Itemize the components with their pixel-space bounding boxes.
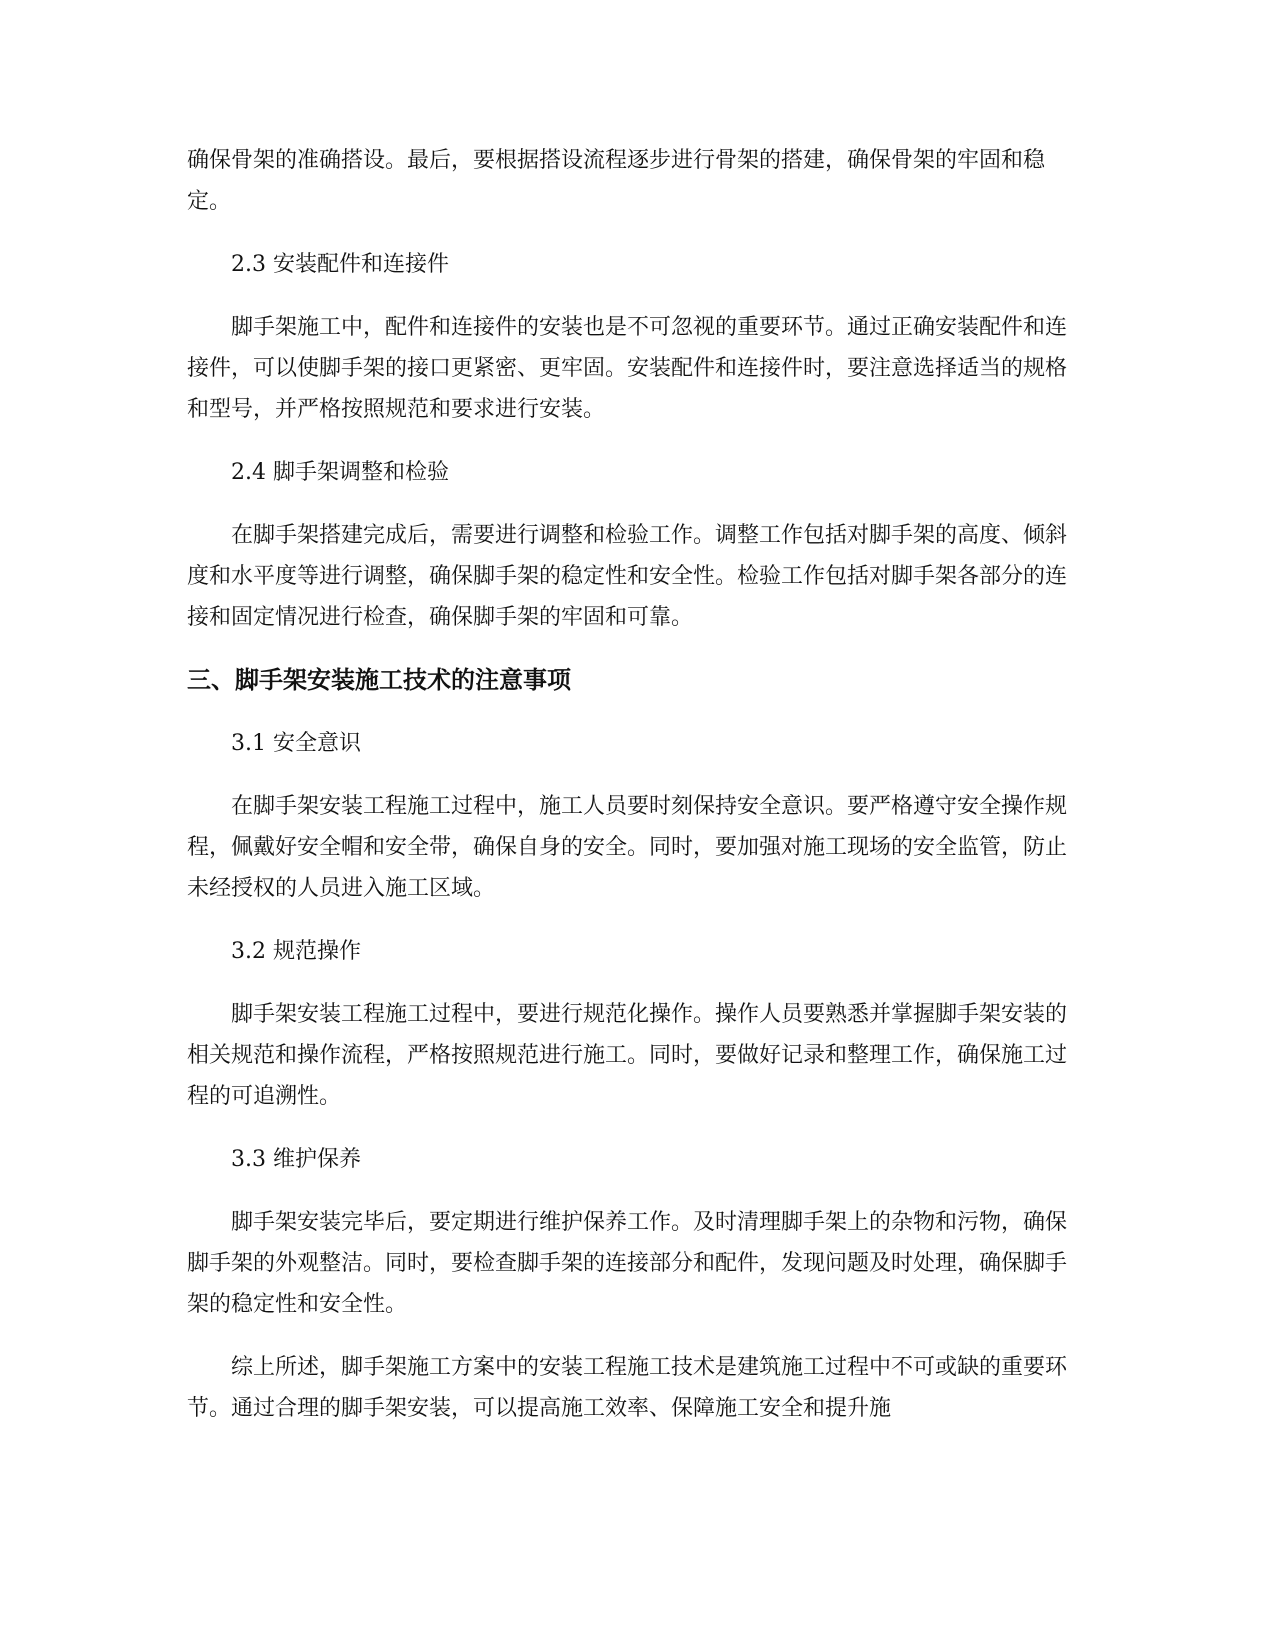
paragraph-2-4: 在脚手架搭建完成后，需要进行调整和检验工作。调整工作包括对脚手架的高度、倾斜度和水平度等进行调整，确保脚手架的稳定性和安全性。检验工作包括对脚手架各部分的连接和固定情况进行检查，确保脚手架的牢固和可靠。 — [187, 523, 1068, 630]
subheading-2-4: 2.4 脚手架调整和检验 — [231, 460, 449, 485]
document-body — [187, 140, 1087, 1451]
paragraph-3-2: 脚手架安装工程施工过程中，要进行规范化操作。操作人员要熟悉并掌握脚手架安装的相关规范和操作流程，严格按照规范进行施工。同时，要做好记录和整理工作，确保施工过程的可追溯性。 — [187, 1002, 1068, 1109]
subheading-3-1: 3.1 安全意识 — [231, 731, 361, 756]
paragraph-2-3: 脚手架施工中，配件和连接件的安装也是不可忽视的重要环节。通过正确安装配件和连接件，可以使脚手架的接口更紧密、更牢固。安装配件和连接件时，要注意选择适当的规格和型号，并严格按照规范和要求进行安装。 — [187, 315, 1068, 422]
subheading-2-3: 2.3 安装配件和连接件 — [231, 252, 449, 277]
paragraph-3-1: 在脚手架安装工程施工过程中，施工人员要时刻保持安全意识。要严格遵守安全操作规程，佩戴好安全帽和安全带，确保自身的安全。同时，要加强对施工现场的安全监管，防止未经授权的人员进入施工区域。 — [187, 794, 1068, 901]
subheading-3-3: 3.3 维护保养 — [231, 1147, 361, 1172]
paragraph-3-3: 脚手架安装完毕后，要定期进行维护保养工作。及时清理脚手架上的杂物和污物，确保脚手架的外观整洁。同时，要检查脚手架的连接部分和配件，发现问题及时处理，确保脚手架的稳定性和安全性。 — [187, 1210, 1068, 1317]
section-heading-3: 三、脚手架安装施工技术的注意事项 — [187, 666, 571, 694]
paragraph-intro: 确保骨架的准确搭设。最后，要根据搭设流程逐步进行骨架的搭建，确保骨架的牢固和稳定。 — [187, 148, 1046, 214]
paragraph-conclusion: 综上所述，脚手架施工方案中的安装工程施工技术是建筑施工过程中不可或缺的重要环节。通过合理的脚手架安装，可以提高施工效率、保障施工安全和提升施 — [187, 1355, 1068, 1421]
subheading-3-2: 3.2 规范操作 — [231, 939, 361, 964]
